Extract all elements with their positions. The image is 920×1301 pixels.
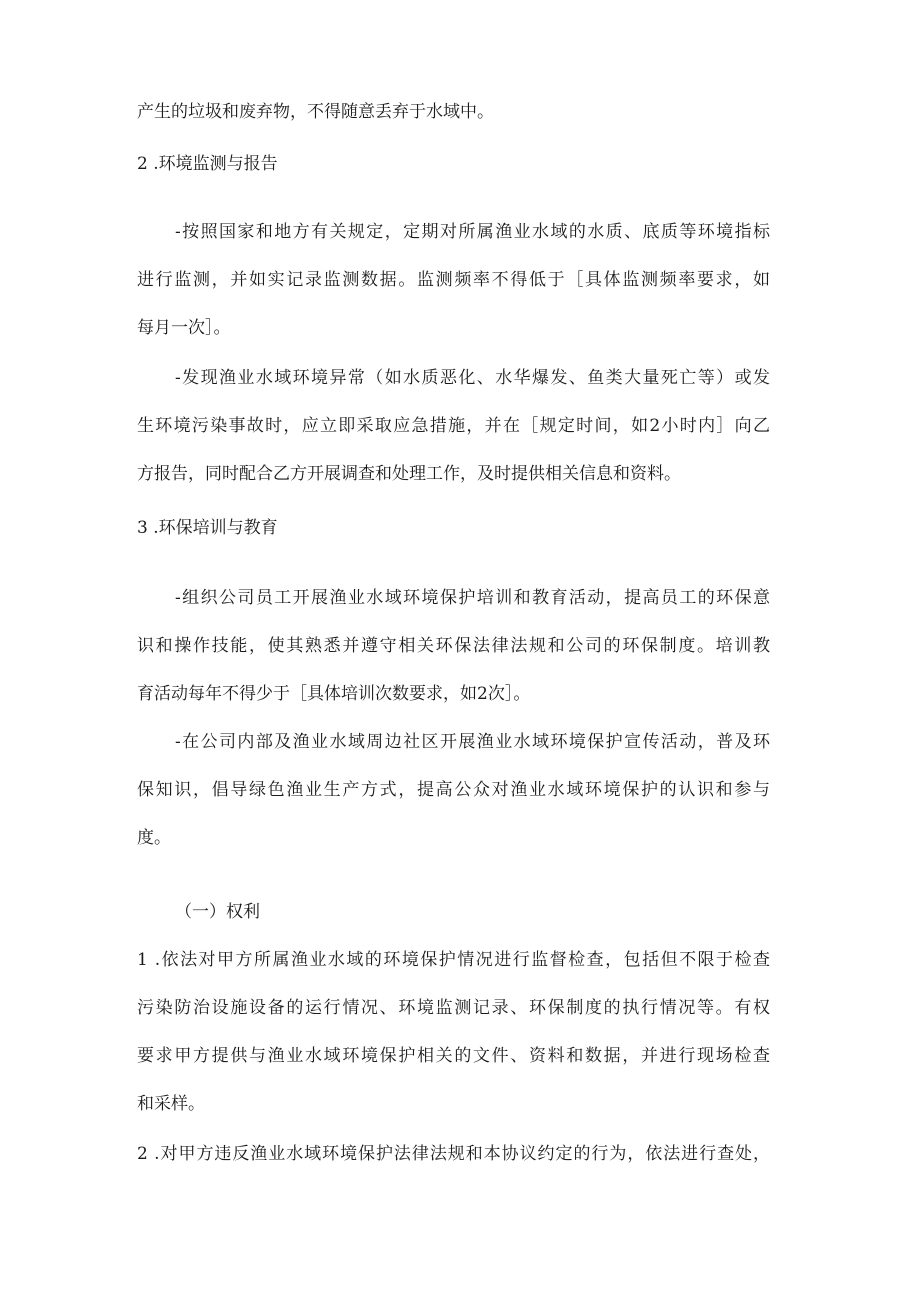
paragraph-line: 度。 (137, 828, 171, 848)
paragraph-line: 1 .依法对甲方所属渔业水域的环境保护情况进行监督检查，包括但不限于检查 (137, 950, 770, 970)
paragraph-line: -发现渔业水域环境异常（如水质恶化、水华爆发、鱼类大量死亡等）或发 (175, 368, 770, 388)
paragraph-line: -组织公司员工开展渔业水域环境保护培训和教育活动，提高员工的环保意 (175, 588, 770, 608)
paragraph-line: 2 .对甲方违反渔业水域环境保护法律法规和本协议约定的行为，依法进行查处， (137, 1144, 770, 1164)
paragraph-line: 识和操作技能，使其熟悉并遵守相关环保法律法规和公司的环保制度。培训教 (137, 636, 770, 656)
rights-heading: （一）权利 (175, 902, 260, 922)
paragraph-line: 产生的垃圾和废弃物，不得随意丢弃于水域中。 (137, 102, 494, 122)
paragraph-line: -按照国家和地方有关规定，定期对所属渔业水域的水质、底质等环境指标 (175, 222, 770, 242)
paragraph-line: -在公司内部及渔业水域周边社区开展渔业水域环境保护宣传活动，普及环 (175, 732, 770, 752)
paragraph-line: 保知识，倡导绿色渔业生产方式，提高公众对渔业水域环境保护的认识和参与 (137, 780, 770, 800)
paragraph-line: 进行监测，并如实记录监测数据。监测频率不得低于［具体监测频率要求，如 (137, 270, 770, 290)
paragraph-line: 方报告，同时配合乙方开展调查和处理工作，及时提供相关信息和资料。 (137, 464, 681, 484)
paragraph-line: 每月一次］。 (137, 318, 231, 338)
paragraph-line: 生环境污染事故时，应立即采取应急措施，并在［规定时间，如2小时内］向乙 (137, 416, 770, 436)
paragraph-line: 要求甲方提供与渔业水域环境保护相关的文件、资料和数据，并进行现场检查 (137, 1046, 770, 1066)
paragraph-line: 污染防治设施设备的运行情况、环境监测记录、环保制度的执行情况等。有权 (137, 998, 770, 1018)
paragraph-line: 和采样。 (137, 1094, 205, 1114)
paragraph-line: 育活动每年不得少于［具体培训次数要求，如2次］。 (137, 684, 531, 704)
section-heading-2: 2 .环境监测与报告 (137, 154, 278, 174)
section-heading-3: 3 .环保培训与教育 (137, 518, 278, 538)
